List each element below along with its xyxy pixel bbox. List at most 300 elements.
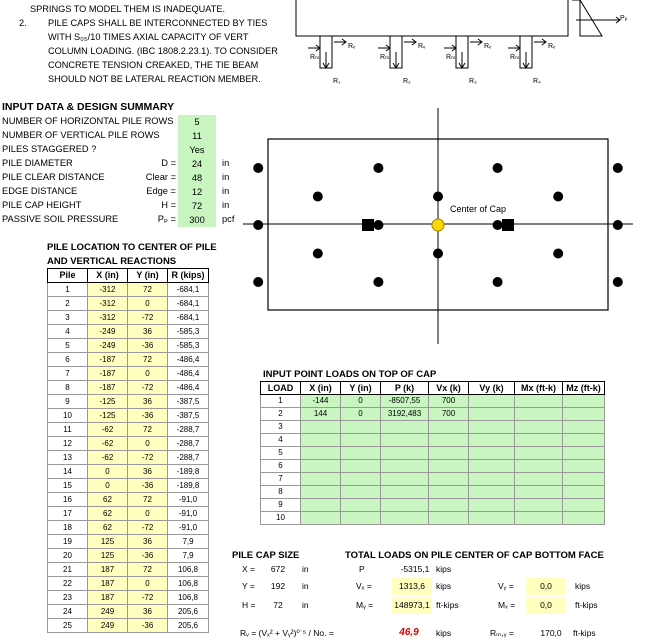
- coordinate-cell: -125: [88, 409, 128, 423]
- load-input-cell[interactable]: [381, 460, 429, 473]
- column-header: Mx (ft-k): [515, 382, 563, 395]
- reaction-cell: -189,8: [168, 465, 209, 479]
- reaction-cell: -91,0: [168, 507, 209, 521]
- load-input-cell[interactable]: [341, 447, 381, 460]
- load-input-cell[interactable]: [429, 460, 469, 473]
- input-unit: pcf: [222, 214, 235, 224]
- column-load-1: [362, 219, 374, 231]
- pile-number-cell: 17: [48, 507, 88, 521]
- center-of-cap-marker: [432, 219, 444, 231]
- cap-y-unit: in: [302, 581, 309, 591]
- reaction-cell: 7,9: [168, 535, 209, 549]
- input-summary-title: INPUT DATA & DESIGN SUMMARY: [2, 101, 175, 113]
- load-input-cell[interactable]: [469, 486, 515, 499]
- pile-dot: [493, 220, 503, 230]
- load-input-cell[interactable]: [563, 499, 605, 512]
- pile-dot: [253, 277, 263, 287]
- note-item2-number: 2.: [19, 18, 27, 28]
- coordinate-cell: -62: [88, 437, 128, 451]
- pile-dot: [613, 220, 623, 230]
- pile-number-cell: 23: [48, 591, 88, 605]
- rh-value: 170,0: [540, 628, 562, 638]
- input-row: [0, 129, 250, 143]
- input-row: [0, 171, 250, 185]
- load-number-cell: 4: [261, 434, 301, 447]
- coordinate-cell: -187: [88, 381, 128, 395]
- coordinate-cell: 72: [128, 423, 168, 437]
- vx-sym: Vₓ =: [356, 581, 372, 591]
- load-input-cell[interactable]: [563, 434, 605, 447]
- reaction-cell: 205,6: [168, 605, 209, 619]
- load-input-cell[interactable]: [301, 499, 341, 512]
- pile-cap-plan-view: [243, 108, 633, 348]
- pile-number-cell: 5: [48, 339, 88, 353]
- vy-value: 0,0: [526, 578, 566, 595]
- column-header: LOAD: [261, 382, 301, 395]
- coordinate-cell: -249: [88, 339, 128, 353]
- pile-number-cell: 22: [48, 577, 88, 591]
- note-item2-line: PILE CAPS SHALL BE INTERCONNECTED BY TIES: [48, 18, 268, 28]
- rm-label: Rₘ: [510, 54, 520, 61]
- load-input-cell[interactable]: [301, 447, 341, 460]
- reaction-cell: -486,4: [168, 381, 209, 395]
- table-row: [48, 451, 209, 465]
- coordinate-cell: -72: [128, 381, 168, 395]
- coordinate-cell: 72: [128, 283, 168, 297]
- pp-label: Pₚ: [620, 15, 628, 22]
- pile-dot: [613, 277, 623, 287]
- input-label: NUMBER OF VERTICAL PILE ROWS: [2, 130, 160, 140]
- column-header: X (in): [301, 382, 341, 395]
- load-input-cell[interactable]: [341, 473, 381, 486]
- table-row: [48, 283, 209, 297]
- load-input-cell[interactable]: [469, 434, 515, 447]
- table-row: [48, 409, 209, 423]
- input-label: PILES STAGGERED ?: [2, 144, 97, 154]
- load-input-cell[interactable]: 144: [301, 408, 341, 421]
- reaction-cell: 106,8: [168, 577, 209, 591]
- cap-size-title: PILE CAP SIZE: [232, 550, 300, 561]
- pile-number-cell: 11: [48, 423, 88, 437]
- reaction-cell: -91,0: [168, 493, 209, 507]
- coordinate-cell: -312: [88, 283, 128, 297]
- table-row: [48, 605, 209, 619]
- coordinate-cell: 36: [128, 535, 168, 549]
- load-input-cell[interactable]: [429, 486, 469, 499]
- load-input-cell[interactable]: [301, 434, 341, 447]
- input-value-cell[interactable]: 12: [178, 185, 216, 199]
- table-row: [48, 493, 209, 507]
- coordinate-cell: 187: [88, 577, 128, 591]
- input-row: [0, 157, 250, 171]
- load-input-cell[interactable]: [301, 473, 341, 486]
- load-input-cell[interactable]: [469, 499, 515, 512]
- pile-dot: [553, 249, 563, 259]
- pile-dot: [433, 249, 443, 259]
- table-row: [48, 507, 209, 521]
- coordinate-cell: -187: [88, 367, 128, 381]
- coordinate-cell: 36: [128, 325, 168, 339]
- pile-dot: [373, 220, 383, 230]
- load-input-cell[interactable]: [515, 395, 563, 408]
- r-label: R₃: [469, 78, 477, 85]
- p-sym: P: [359, 564, 365, 574]
- column-header: Y (in): [341, 382, 381, 395]
- load-input-cell[interactable]: [429, 447, 469, 460]
- pile-dot: [433, 192, 443, 202]
- reaction-cell: -486,4: [168, 353, 209, 367]
- input-symbol: D =: [161, 158, 176, 168]
- pile-number-cell: 1: [48, 283, 88, 297]
- load-input-cell[interactable]: [381, 512, 429, 525]
- column-header: Pile: [48, 269, 88, 283]
- rm-label: Rₘ: [446, 54, 456, 61]
- load-number-cell: 5: [261, 447, 301, 460]
- load-input-cell[interactable]: [341, 421, 381, 434]
- load-input-cell[interactable]: [341, 512, 381, 525]
- table-row: [48, 563, 209, 577]
- load-input-cell[interactable]: [515, 499, 563, 512]
- pile-table-title-1: PILE LOCATION TO CENTER OF PILE: [47, 242, 217, 253]
- reaction-cell: -486,4: [168, 367, 209, 381]
- cap-x-value: 672: [270, 564, 286, 574]
- note-item2-line: COLUMN LOADING. (IBC 1808.2.23.1). TO CONSIDER: [48, 46, 278, 56]
- load-input-cell[interactable]: [469, 408, 515, 421]
- total-loads-title: TOTAL LOADS ON PILE CENTER OF CAP BOTTOM FACE: [345, 550, 604, 561]
- pile-dot: [253, 163, 263, 173]
- coordinate-cell: -72: [128, 311, 168, 325]
- input-symbol: Clear =: [145, 172, 176, 182]
- input-row: [0, 185, 250, 199]
- pile-dot: [253, 220, 263, 230]
- coordinate-cell: 0: [128, 507, 168, 521]
- column-load-2: [502, 219, 514, 231]
- rm-label: Rₘ: [380, 54, 390, 61]
- input-label: PILE DIAMETER: [2, 158, 73, 168]
- note-item2-line: WITH S₀₅/10 TIMES AXIAL CAPACITY OF VERT: [48, 32, 249, 42]
- load-input-cell[interactable]: [469, 421, 515, 434]
- input-row: [0, 213, 250, 227]
- load-input-cell[interactable]: [515, 434, 563, 447]
- coordinate-cell: 72: [128, 493, 168, 507]
- cap-h-unit: in: [302, 600, 309, 610]
- rv-label: Rᵥ: [348, 43, 356, 50]
- load-input-cell[interactable]: [301, 486, 341, 499]
- input-unit: in: [222, 172, 230, 182]
- coordinate-cell: -72: [128, 451, 168, 465]
- input-row: [0, 115, 250, 129]
- table-row: [261, 512, 605, 525]
- cap-x-unit: in: [302, 564, 309, 574]
- coordinate-cell: -312: [88, 311, 128, 325]
- load-number-cell: 7: [261, 473, 301, 486]
- load-input-cell[interactable]: [341, 499, 381, 512]
- table-row: [48, 353, 209, 367]
- input-summary: [0, 115, 250, 227]
- coordinate-cell: -36: [128, 479, 168, 493]
- load-input-cell[interactable]: [563, 473, 605, 486]
- load-input-cell[interactable]: [341, 460, 381, 473]
- load-input-cell[interactable]: 3192,483: [381, 408, 429, 421]
- mx-value: 0,0: [526, 597, 566, 614]
- table-row: [48, 619, 209, 633]
- coordinate-cell: 125: [88, 535, 128, 549]
- coordinate-cell: -36: [128, 549, 168, 563]
- table-row: [48, 577, 209, 591]
- reaction-cell: -288,7: [168, 451, 209, 465]
- load-number-cell: 2: [261, 408, 301, 421]
- load-input-cell[interactable]: [381, 499, 429, 512]
- reaction-cell: -585,3: [168, 325, 209, 339]
- column-header: R (kips): [168, 269, 209, 283]
- input-symbol: H =: [161, 200, 176, 210]
- coordinate-cell: 72: [128, 563, 168, 577]
- pile-number-cell: 16: [48, 493, 88, 507]
- table-row: [48, 521, 209, 535]
- load-input-cell[interactable]: [429, 473, 469, 486]
- pile-dot: [313, 249, 323, 259]
- cap-y-sym: Y =: [242, 581, 255, 591]
- load-input-cell[interactable]: [429, 434, 469, 447]
- load-input-cell[interactable]: [563, 486, 605, 499]
- load-input-cell[interactable]: [469, 447, 515, 460]
- pile-number-cell: 13: [48, 451, 88, 465]
- p-unit: kips: [436, 564, 452, 574]
- load-number-cell: 9: [261, 499, 301, 512]
- input-value-cell[interactable]: 72: [178, 199, 216, 213]
- rv-label: Rᵥ: [484, 43, 492, 50]
- reaction-cell: -387,5: [168, 395, 209, 409]
- coordinate-cell: 125: [88, 549, 128, 563]
- pile-number-cell: 18: [48, 521, 88, 535]
- coordinate-cell: -62: [88, 451, 128, 465]
- column-header: Vx (k): [429, 382, 469, 395]
- coordinate-cell: -36: [128, 409, 168, 423]
- reaction-cell: -189,8: [168, 479, 209, 493]
- pile-dot: [493, 277, 503, 287]
- rm-label: Rₘ: [310, 54, 320, 61]
- table-row: [261, 434, 605, 447]
- input-row: [0, 199, 250, 213]
- coordinate-cell: 249: [88, 619, 128, 633]
- pile-number-cell: 14: [48, 465, 88, 479]
- coordinate-cell: -36: [128, 339, 168, 353]
- table-row: [48, 549, 209, 563]
- load-input-cell[interactable]: [301, 460, 341, 473]
- load-input-cell[interactable]: [341, 434, 381, 447]
- rv-formula: Rᵥ = (Vₓ² + Vᵧ²)⁰˙⁵ / No. =: [240, 628, 334, 638]
- table-row: [48, 311, 209, 325]
- pile-number-cell: 15: [48, 479, 88, 493]
- load-input-cell[interactable]: [515, 473, 563, 486]
- rv-label: Rᵥ: [548, 43, 556, 50]
- input-value-cell[interactable]: 48: [178, 171, 216, 185]
- table-row: [261, 473, 605, 486]
- input-value-cell[interactable]: 11: [178, 129, 216, 143]
- load-input-cell[interactable]: 0: [341, 408, 381, 421]
- reaction-cell: -387,5: [168, 409, 209, 423]
- pile-number-cell: 21: [48, 563, 88, 577]
- column-header: X (in): [88, 269, 128, 283]
- load-number-cell: 8: [261, 486, 301, 499]
- coordinate-cell: 62: [88, 521, 128, 535]
- table-row: [261, 408, 605, 421]
- input-label: PILE CLEAR DISTANCE: [2, 172, 105, 182]
- coordinate-cell: 0: [88, 465, 128, 479]
- column-header: Y (in): [128, 269, 168, 283]
- load-input-cell[interactable]: [515, 421, 563, 434]
- note-item2: [48, 16, 278, 86]
- table-row: [48, 591, 209, 605]
- load-input-cell[interactable]: [381, 473, 429, 486]
- total-loads-values: [356, 564, 646, 618]
- note-item2-line: SHOULD NOT BE LATERAL REACTION MEMBER.: [48, 74, 261, 84]
- rh-sym: Rₘ,ᵧ =: [490, 628, 514, 638]
- pile-number-cell: 12: [48, 437, 88, 451]
- load-input-cell[interactable]: [563, 395, 605, 408]
- coordinate-cell: 0: [88, 479, 128, 493]
- load-input-cell[interactable]: -144: [301, 395, 341, 408]
- load-input-cell[interactable]: [515, 486, 563, 499]
- load-input-cell[interactable]: [429, 421, 469, 434]
- load-number-cell: 10: [261, 512, 301, 525]
- input-label: EDGE DISTANCE: [2, 186, 78, 196]
- coordinate-cell: -72: [128, 521, 168, 535]
- load-input-cell[interactable]: -8507,55: [381, 395, 429, 408]
- pile-number-cell: 7: [48, 367, 88, 381]
- load-input-cell[interactable]: [563, 447, 605, 460]
- table-row: [261, 499, 605, 512]
- pile-number-cell: 6: [48, 353, 88, 367]
- pile-table-title-2: AND VERTICAL REACTIONS: [47, 256, 177, 267]
- point-loads-table: [260, 381, 605, 525]
- column-header: P (k): [381, 382, 429, 395]
- mx-sym: Mₓ =: [498, 600, 516, 610]
- my-sym: Mᵧ =: [356, 600, 374, 610]
- coordinate-cell: 36: [128, 395, 168, 409]
- load-input-cell[interactable]: [515, 512, 563, 525]
- load-input-cell[interactable]: 700: [429, 395, 469, 408]
- pile-number-cell: 4: [48, 325, 88, 339]
- table-row: [48, 423, 209, 437]
- load-input-cell[interactable]: [381, 434, 429, 447]
- pile-number-cell: 9: [48, 395, 88, 409]
- coordinate-cell: 36: [128, 465, 168, 479]
- load-input-cell[interactable]: [563, 408, 605, 421]
- table-row: [48, 465, 209, 479]
- pile-dot: [493, 163, 503, 173]
- load-input-cell[interactable]: [381, 486, 429, 499]
- load-input-cell[interactable]: [515, 460, 563, 473]
- load-input-cell[interactable]: [381, 447, 429, 460]
- input-symbol: Pₚ =: [157, 214, 176, 224]
- coordinate-cell: 0: [128, 577, 168, 591]
- reaction-cell: 106,8: [168, 591, 209, 605]
- table-row: [261, 395, 605, 408]
- reaction-cell: -91,0: [168, 521, 209, 535]
- load-input-cell[interactable]: [515, 447, 563, 460]
- point-loads-title: INPUT POINT LOADS ON TOP OF CAP: [263, 369, 437, 380]
- elevation-labels: [290, 0, 647, 100]
- coordinate-cell: 36: [128, 605, 168, 619]
- input-label: PASSIVE SOIL PRESSURE: [2, 214, 119, 224]
- table-row: [48, 381, 209, 395]
- input-label: NUMBER OF HORIZONTAL PILE ROWS: [2, 116, 174, 126]
- load-input-cell[interactable]: [429, 499, 469, 512]
- load-input-cell[interactable]: 0: [341, 395, 381, 408]
- vx-unit: kips: [436, 581, 452, 591]
- load-number-cell: 1: [261, 395, 301, 408]
- load-input-cell[interactable]: 700: [429, 408, 469, 421]
- coordinate-cell: 0: [128, 297, 168, 311]
- vy-unit: kips: [575, 581, 591, 591]
- load-input-cell[interactable]: [469, 460, 515, 473]
- input-value-cell[interactable]: Yes: [178, 143, 216, 157]
- load-input-cell[interactable]: [341, 486, 381, 499]
- cap-y-value: 192: [270, 581, 286, 591]
- pile-dot: [553, 192, 563, 202]
- load-input-cell[interactable]: [469, 512, 515, 525]
- load-input-cell[interactable]: [515, 408, 563, 421]
- load-input-cell[interactable]: [563, 421, 605, 434]
- input-value-cell[interactable]: 300: [178, 213, 216, 227]
- load-input-cell[interactable]: [301, 512, 341, 525]
- pile-number-cell: 24: [48, 605, 88, 619]
- table-row: [48, 297, 209, 311]
- coordinate-cell: -312: [88, 297, 128, 311]
- reaction-cell: -585,3: [168, 339, 209, 353]
- reaction-cell: -288,7: [168, 423, 209, 437]
- pile-dot: [373, 163, 383, 173]
- table-row: [261, 447, 605, 460]
- table-row: [48, 437, 209, 451]
- load-input-cell[interactable]: [563, 460, 605, 473]
- input-row: [0, 143, 250, 157]
- load-input-cell[interactable]: [469, 473, 515, 486]
- table-row: [48, 535, 209, 549]
- reaction-cell: 205,6: [168, 619, 209, 633]
- reaction-cell: -288,7: [168, 437, 209, 451]
- reaction-cell: 7,9: [168, 549, 209, 563]
- table-row: [261, 460, 605, 473]
- load-input-cell[interactable]: [563, 512, 605, 525]
- coordinate-cell: -187: [88, 353, 128, 367]
- reaction-row: [240, 628, 647, 641]
- input-symbol: Edge =: [146, 186, 176, 196]
- input-value-cell[interactable]: 24: [178, 157, 216, 171]
- load-number-cell: 3: [261, 421, 301, 434]
- load-input-cell[interactable]: [469, 395, 515, 408]
- rv-value: 46,9: [399, 627, 419, 638]
- load-input-cell[interactable]: [381, 421, 429, 434]
- input-label: PILE CAP HEIGHT: [2, 200, 82, 210]
- input-value-cell[interactable]: 5: [178, 115, 216, 129]
- coordinate-cell: -249: [88, 325, 128, 339]
- coordinate-cell: 62: [88, 493, 128, 507]
- pile-number-cell: 10: [48, 409, 88, 423]
- coordinate-cell: -62: [88, 423, 128, 437]
- load-input-cell[interactable]: [429, 512, 469, 525]
- pile-dot: [373, 277, 383, 287]
- load-input-cell[interactable]: [301, 421, 341, 434]
- pile-number-cell: 3: [48, 311, 88, 325]
- pile-location-table: [47, 268, 209, 633]
- table-row: [261, 486, 605, 499]
- pile-number-cell: 2: [48, 297, 88, 311]
- pile-number-cell: 8: [48, 381, 88, 395]
- input-unit: in: [222, 200, 230, 210]
- my-unit: ft-kips: [436, 600, 459, 610]
